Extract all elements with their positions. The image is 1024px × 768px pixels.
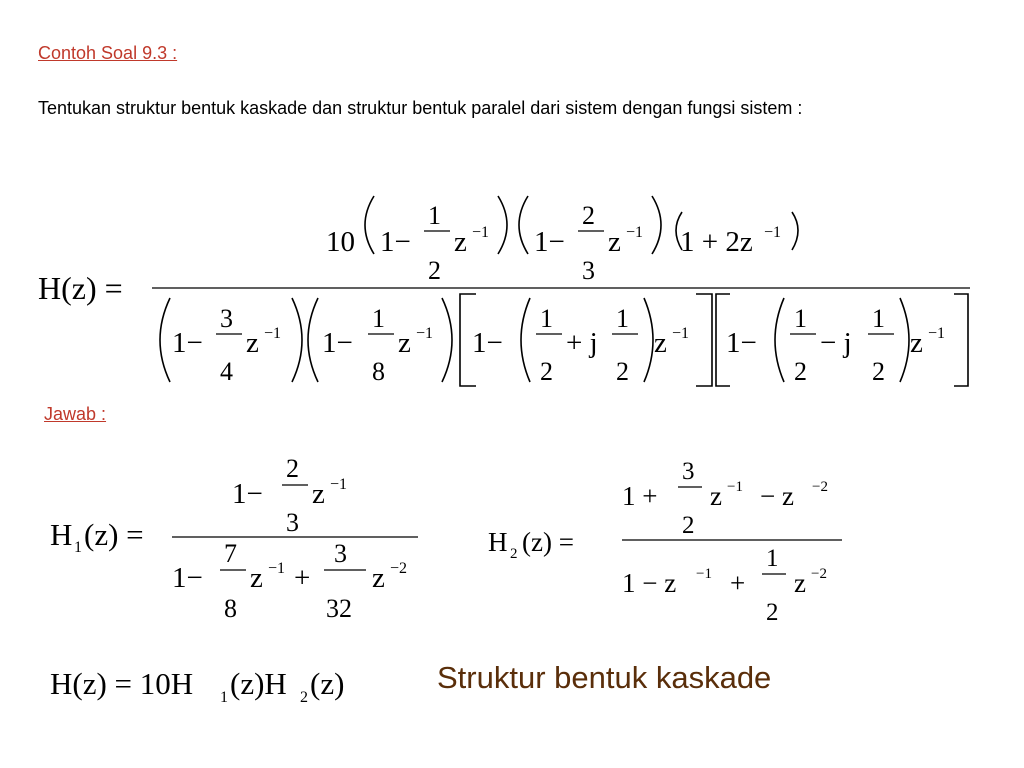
svg-text:z: z	[246, 327, 259, 359]
svg-text:3: 3	[334, 539, 347, 568]
svg-text:H(z) =: H(z) =	[38, 270, 123, 306]
svg-text:−1: −1	[672, 325, 690, 342]
svg-text:2: 2	[286, 454, 299, 483]
svg-text:−2: −2	[812, 479, 828, 495]
svg-text:(z) =: (z) =	[84, 517, 144, 552]
svg-text:10: 10	[326, 226, 355, 258]
svg-text:−1: −1	[764, 224, 782, 241]
svg-text:−2: −2	[811, 566, 827, 582]
svg-text:1: 1	[616, 304, 629, 333]
svg-text:1−: 1−	[726, 327, 757, 359]
cascade-structure-label: Struktur bentuk kaskade	[437, 660, 772, 695]
svg-text:2: 2	[872, 357, 885, 386]
svg-text:(z): (z)	[310, 666, 345, 701]
svg-text:1−: 1−	[232, 478, 263, 510]
svg-text:z: z	[654, 327, 667, 359]
svg-text:4: 4	[220, 357, 233, 386]
main-transfer-function	[38, 196, 970, 386]
svg-text:−1: −1	[472, 224, 490, 241]
svg-text:1: 1	[766, 545, 779, 572]
svg-text:−1: −1	[928, 325, 946, 342]
svg-text:1 + 2z: 1 + 2z	[680, 226, 753, 258]
svg-text:z: z	[454, 226, 467, 258]
svg-text:2: 2	[428, 256, 441, 285]
svg-text:z: z	[372, 562, 385, 594]
svg-text:z: z	[312, 478, 325, 510]
svg-text:1−: 1−	[322, 327, 353, 359]
svg-text:z: z	[710, 481, 722, 511]
h1-transfer-function	[50, 454, 418, 623]
svg-text:−1: −1	[626, 224, 644, 241]
svg-text:1−: 1−	[472, 327, 503, 359]
cascade-product-equation	[50, 666, 344, 706]
svg-text:2: 2	[510, 546, 518, 562]
svg-text:1: 1	[794, 304, 807, 333]
svg-text:−1: −1	[264, 325, 282, 342]
problem-statement: Tentukan struktur bentuk kaskade dan struktur bentuk paralel dari sistem dengan fungsi sistem :	[38, 98, 803, 118]
svg-text:+: +	[294, 562, 311, 594]
svg-text:3: 3	[286, 508, 299, 537]
svg-text:+: +	[730, 568, 746, 598]
svg-text:8: 8	[372, 357, 385, 386]
svg-text:(z) =: (z) =	[522, 527, 574, 557]
svg-text:1: 1	[220, 689, 228, 706]
h2-transfer-function	[488, 458, 842, 626]
svg-text:2: 2	[794, 357, 807, 386]
svg-text:7: 7	[224, 539, 237, 568]
svg-text:− z: − z	[760, 481, 794, 511]
svg-text:z: z	[608, 226, 621, 258]
svg-text:2: 2	[682, 512, 695, 539]
svg-text:1: 1	[540, 304, 553, 333]
svg-text:2: 2	[616, 357, 629, 386]
svg-text:−2: −2	[390, 560, 408, 577]
svg-text:z: z	[398, 327, 411, 359]
svg-text:1: 1	[74, 539, 82, 556]
svg-text:1−: 1−	[380, 226, 411, 258]
svg-text:2: 2	[582, 201, 595, 230]
svg-text:z: z	[910, 327, 923, 359]
svg-text:+ j: + j	[566, 327, 598, 359]
svg-text:8: 8	[224, 594, 237, 623]
svg-text:z: z	[250, 562, 263, 594]
svg-text:1−: 1−	[534, 226, 565, 258]
svg-text:−1: −1	[416, 325, 434, 342]
svg-text:H: H	[488, 527, 508, 557]
svg-text:(z)H: (z)H	[230, 666, 287, 701]
answer-label: Jawab :	[44, 404, 107, 424]
svg-text:1 − z: 1 − z	[622, 568, 677, 598]
svg-text:2: 2	[540, 357, 553, 386]
svg-text:H(z) = 10H: H(z) = 10H	[50, 666, 194, 701]
svg-text:1: 1	[872, 304, 885, 333]
svg-text:3: 3	[582, 256, 595, 285]
svg-text:2: 2	[766, 599, 779, 626]
example-heading: Contoh Soal 9.3 :	[38, 43, 178, 63]
svg-text:1−: 1−	[172, 327, 203, 359]
svg-text:32: 32	[326, 594, 352, 623]
svg-text:−1: −1	[330, 476, 348, 493]
svg-text:− j: − j	[820, 327, 852, 359]
svg-text:z: z	[794, 568, 806, 598]
svg-text:1: 1	[428, 201, 441, 230]
svg-text:−1: −1	[727, 479, 743, 495]
svg-text:2: 2	[300, 689, 308, 706]
svg-text:H: H	[50, 517, 73, 552]
svg-text:3: 3	[682, 458, 695, 485]
svg-text:1: 1	[372, 304, 385, 333]
svg-text:−1: −1	[268, 560, 286, 577]
svg-text:−1: −1	[696, 566, 712, 582]
svg-text:1−: 1−	[172, 562, 203, 594]
svg-text:1 +: 1 +	[622, 481, 658, 511]
svg-text:3: 3	[220, 304, 233, 333]
